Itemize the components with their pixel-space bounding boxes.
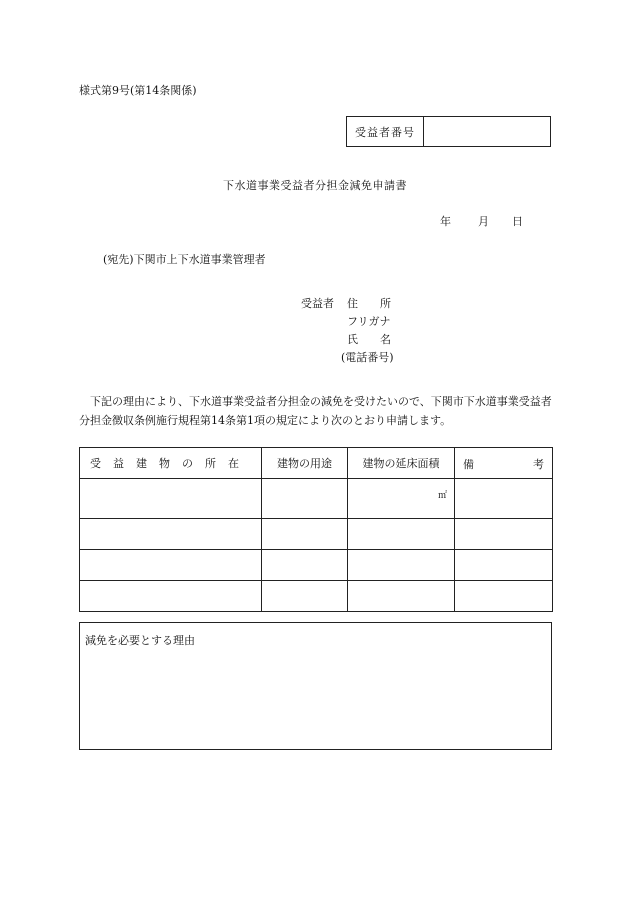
name-label: 氏 名	[347, 333, 391, 346]
table-row	[80, 519, 553, 550]
usage-cell[interactable]	[262, 519, 348, 550]
column-header-floor-area: 建物の延床面積	[348, 448, 455, 479]
floor-area-cell[interactable]	[348, 479, 455, 519]
remarks-cell[interactable]	[455, 479, 553, 519]
request-statement: 下記の理由により、下水道事業受益者分担金の減免を受けたいので、下関市下水道事業受益者分担金徴収条例施行規程第14条第1項の規定により次のとおり申請します。	[79, 395, 552, 427]
location-cell[interactable]	[80, 581, 262, 612]
remarks-cell[interactable]	[455, 581, 553, 612]
remarks-cell[interactable]	[455, 550, 553, 581]
date-year: 年	[440, 215, 451, 228]
table-row	[80, 550, 553, 581]
area-unit: ㎡	[437, 491, 447, 501]
recipient-number-field[interactable]	[424, 117, 550, 146]
floor-area-cell[interactable]	[348, 550, 455, 581]
column-header-usage: 建物の用途	[262, 448, 348, 479]
reason-box[interactable]	[79, 622, 552, 750]
location-cell[interactable]	[80, 479, 262, 519]
table-row	[80, 479, 553, 519]
column-header-location: 受益建物の所在	[80, 448, 262, 479]
reason-label: 減免を必要とする理由	[85, 634, 195, 647]
column-header-remarks	[455, 448, 553, 479]
floor-area-cell[interactable]	[348, 519, 455, 550]
table-row	[80, 581, 553, 612]
furigana-label: フリガナ	[347, 315, 391, 328]
recipient-number-label: 受益者番号	[347, 117, 424, 146]
building-table	[79, 447, 553, 612]
usage-cell[interactable]	[262, 479, 348, 519]
floor-area-cell[interactable]	[348, 581, 455, 612]
date-day: 日	[512, 215, 523, 228]
usage-cell[interactable]	[262, 550, 348, 581]
form-number: 様式第9号(第14条関係)	[79, 84, 197, 97]
location-cell[interactable]	[80, 519, 262, 550]
location-cell[interactable]	[80, 550, 262, 581]
address-label: 住 所	[347, 297, 391, 310]
remarks-cell[interactable]	[455, 519, 553, 550]
addressee: (宛先)下関市上下水道事業管理者	[103, 253, 266, 266]
phone-label: (電話番号)	[341, 351, 394, 364]
table-header-row	[80, 448, 553, 479]
recipient-number-box	[346, 116, 551, 147]
remarks-header-char1: 備	[463, 458, 474, 471]
remarks-header-char2: 考	[533, 458, 544, 471]
page-title: 下水道事業受益者分担金減免申請書	[223, 179, 407, 192]
usage-cell[interactable]	[262, 581, 348, 612]
applicant-heading: 受益者	[301, 297, 334, 310]
date-month: 月	[478, 215, 489, 228]
